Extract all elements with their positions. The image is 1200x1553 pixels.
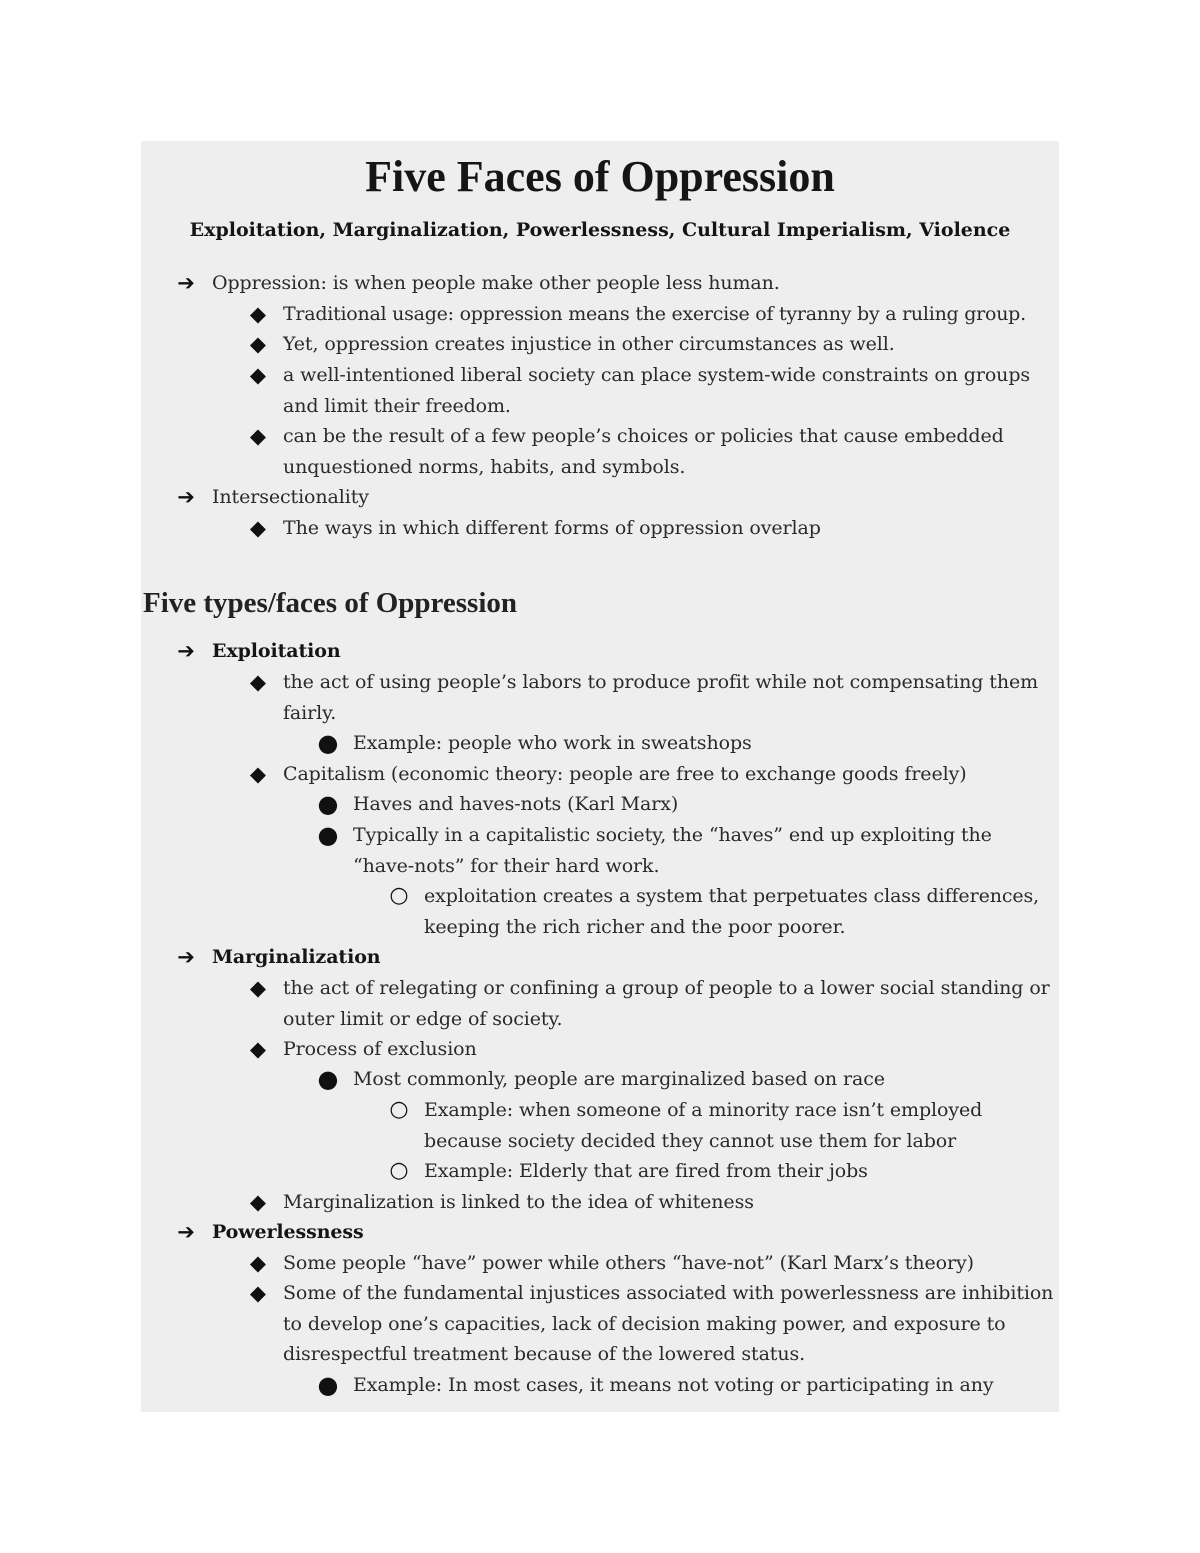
- list-item-text: the act of relegating or confining a group of people to a lower social standing or outer limit or edge of society.: [283, 977, 1050, 1030]
- list-item-text: Powerlessness: [212, 1221, 364, 1243]
- diamond-bullet-icon: ◆: [249, 1037, 267, 1061]
- list-item-text: exploitation creates a system that perpetuates class differences, keeping the rich richer and the poor poorer.: [424, 885, 1040, 938]
- list-item: [141, 1156, 1059, 1186]
- list-item: [141, 942, 1059, 972]
- list-item: [141, 299, 1059, 329]
- list-item-text: Intersectionality: [212, 486, 369, 508]
- arrow-bullet-icon: ➔: [177, 639, 195, 663]
- list-item: [141, 881, 1059, 938]
- arrow-bullet-icon: ➔: [177, 1220, 195, 1244]
- diamond-bullet-icon: ◆: [249, 976, 267, 1000]
- list-item-text: Oppression: is when people make other people less human.: [212, 272, 780, 294]
- circle-bullet-icon: ○: [389, 1097, 409, 1122]
- list-item-text: Yet, oppression creates injustice in other circumstances as well.: [283, 333, 895, 355]
- list-item: [141, 973, 1059, 1030]
- list-item-text: Most commonly, people are marginalized based on race: [353, 1068, 885, 1090]
- list-item: [141, 513, 1059, 543]
- list-item-text: Exploitation: [212, 640, 341, 662]
- list-item: [141, 329, 1059, 359]
- list-item: [141, 421, 1059, 478]
- circle-bullet-icon: ○: [389, 883, 409, 908]
- list-item: [141, 1187, 1059, 1217]
- list-item-text: Example: people who work in sweatshops: [353, 732, 752, 754]
- list-item-text: Traditional usage: oppression means the exercise of tyranny by a ruling group.: [283, 303, 1026, 325]
- list-item: [141, 1217, 1059, 1247]
- dot-bullet-icon: ●: [317, 790, 339, 818]
- list-item-text: Haves and haves-nots (Karl Marx): [353, 793, 679, 815]
- circle-bullet-icon: ○: [389, 1158, 409, 1183]
- list-item-text: Example: Elderly that are fired from their jobs: [424, 1160, 868, 1182]
- list-item-text: Example: when someone of a minority race isn’t employed because society decided they cannot use them for labor: [424, 1099, 983, 1152]
- list-item-text: Example: In most cases, it means not voting or participating in any: [353, 1374, 994, 1396]
- diamond-bullet-icon: ◆: [249, 424, 267, 448]
- diamond-bullet-icon: ◆: [249, 516, 267, 540]
- arrow-bullet-icon: ➔: [177, 945, 195, 969]
- section-heading: Five types/faces of Oppression: [143, 587, 518, 619]
- list-item: [141, 759, 1059, 789]
- diamond-bullet-icon: ◆: [249, 1251, 267, 1275]
- list-item: [141, 360, 1059, 417]
- document-title: Five Faces of Oppression: [365, 152, 835, 201]
- list-item: [141, 1370, 1059, 1400]
- list-item-text: the act of using people’s labors to produce profit while not compensating them fairly.: [283, 671, 1039, 724]
- list-item-text: Typically in a capitalistic society, the “haves” end up exploiting the “have-nots” for their hard work.: [353, 824, 992, 877]
- diamond-bullet-icon: ◆: [249, 302, 267, 326]
- list-item: [141, 1095, 1059, 1152]
- list-item: [141, 636, 1059, 666]
- list-item: [141, 728, 1059, 758]
- dot-bullet-icon: ●: [317, 729, 339, 757]
- list-item-text: Marginalization: [212, 946, 381, 968]
- arrow-bullet-icon: ➔: [177, 271, 195, 295]
- dot-bullet-icon: ●: [317, 821, 339, 849]
- list-item-text: Capitalism (economic theory: people are free to exchange goods freely): [283, 763, 967, 785]
- list-item-text: The ways in which different forms of oppression overlap: [283, 517, 821, 539]
- diamond-bullet-icon: ◆: [249, 1190, 267, 1214]
- diamond-bullet-icon: ◆: [249, 363, 267, 387]
- list-item: [141, 667, 1059, 724]
- list-item: [141, 1278, 1059, 1366]
- list-item: [141, 1064, 1059, 1094]
- list-item-text: Process of exclusion: [283, 1038, 477, 1060]
- list-item-text: Marginalization is linked to the idea of whiteness: [283, 1191, 754, 1213]
- list-item: [141, 268, 1059, 298]
- list-item: [141, 1248, 1059, 1278]
- list-item-text: Some of the fundamental injustices associated with powerlessness are inhibition to develop one’s capacities, lack of decision making power, and exposure to disrespectful treatment because of the lowered status.: [283, 1282, 1054, 1366]
- list-item-text: a well-intentioned liberal society can place system-wide constraints on groups and limit their freedom.: [283, 364, 1031, 417]
- list-item-text: Some people “have” power while others “have-not” (Karl Marx’s theory): [283, 1252, 974, 1274]
- list-item: [141, 1034, 1059, 1064]
- dot-bullet-icon: ●: [317, 1371, 339, 1399]
- dot-bullet-icon: ●: [317, 1065, 339, 1093]
- diamond-bullet-icon: ◆: [249, 332, 267, 356]
- list-item: [141, 482, 1059, 512]
- arrow-bullet-icon: ➔: [177, 485, 195, 509]
- diamond-bullet-icon: ◆: [249, 762, 267, 786]
- list-item: [141, 789, 1059, 819]
- diamond-bullet-icon: ◆: [249, 670, 267, 694]
- document-subtitle: Exploitation, Marginalization, Powerlessness, Cultural Imperialism, Violence: [189, 219, 1011, 241]
- diamond-bullet-icon: ◆: [249, 1281, 267, 1305]
- document-page: [141, 141, 1059, 1412]
- list-item-text: can be the result of a few people’s choices or policies that cause embedded unquestioned norms, habits, and symbols.: [283, 425, 1004, 478]
- list-item: [141, 820, 1059, 877]
